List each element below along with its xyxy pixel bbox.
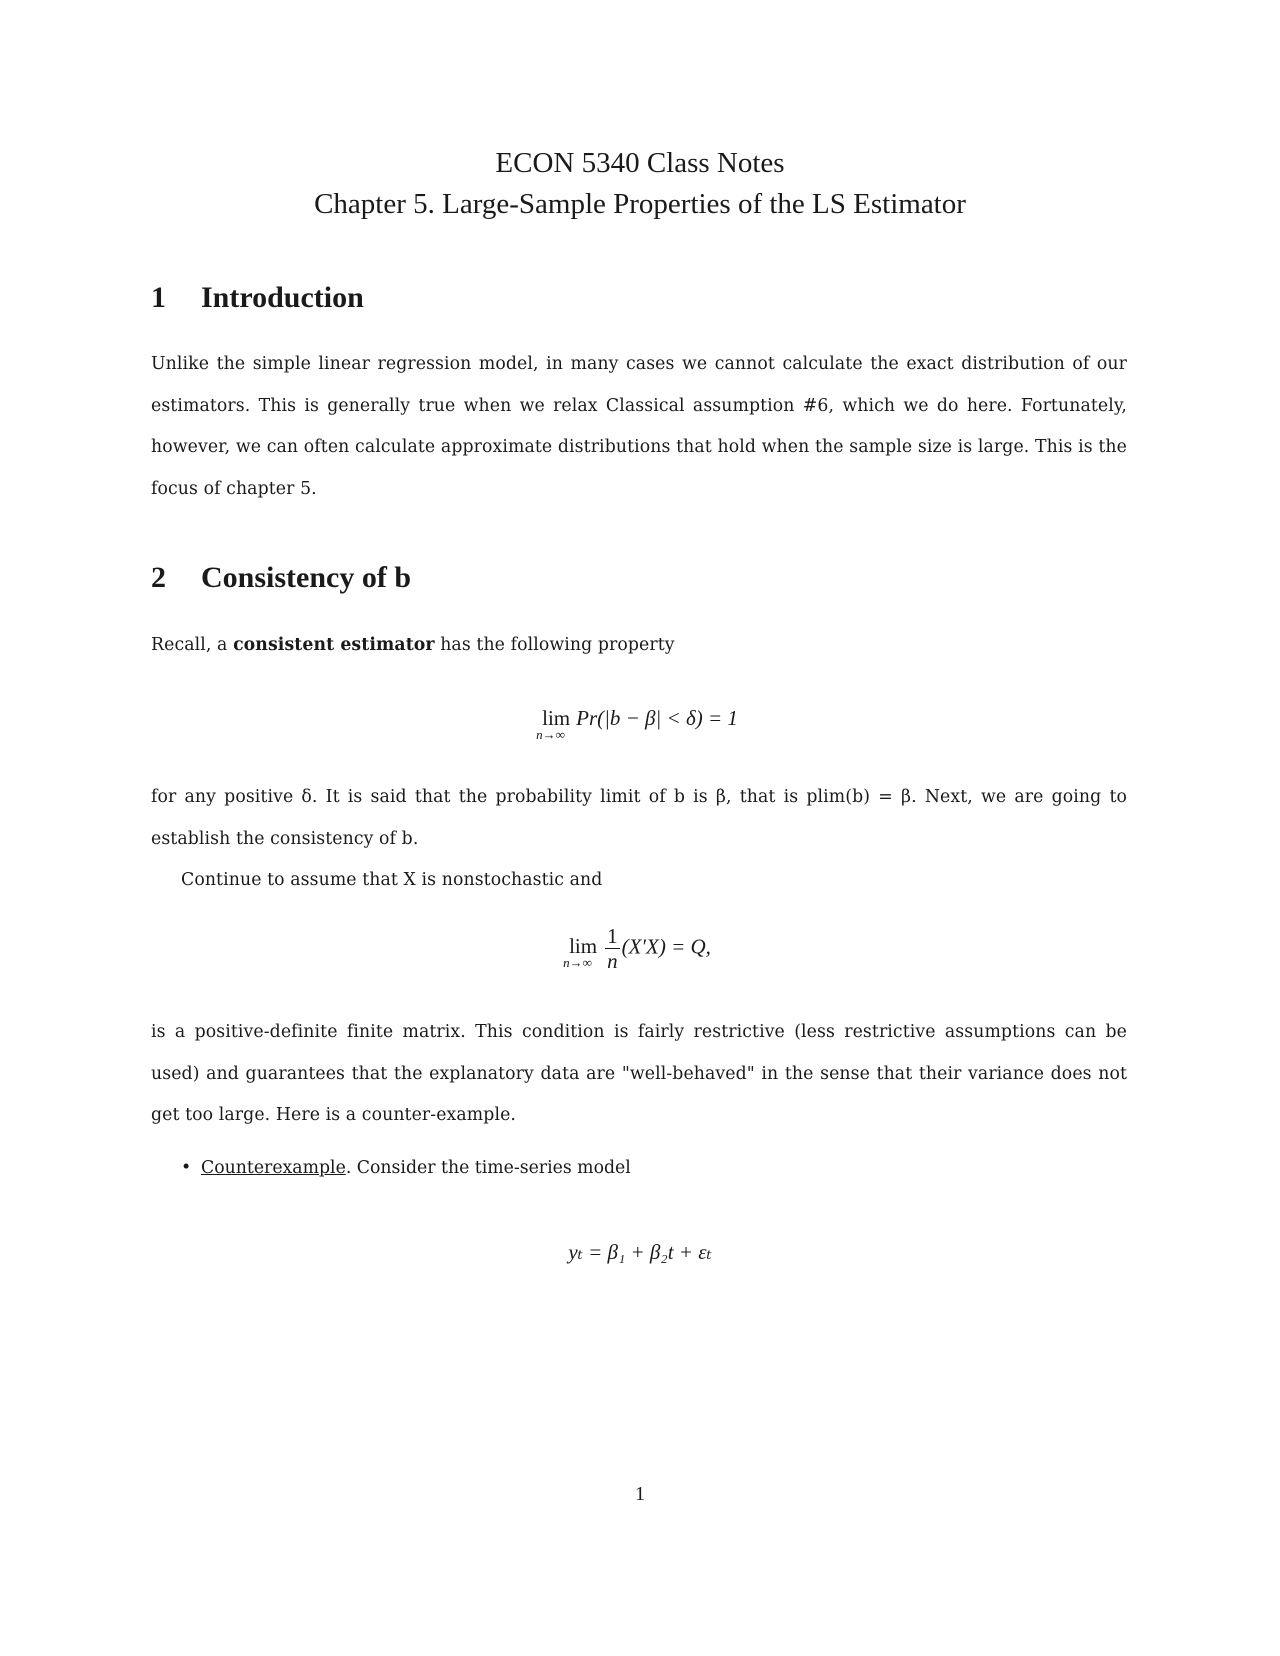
- bullet-item-counterexample: [181, 1158, 631, 1178]
- document-subtitle: Chapter 5. Large-Sample Properties of the LS Estimator: [314, 188, 966, 220]
- equation-body: Pr(|b − β| < δ) = 1: [576, 706, 738, 730]
- condition-paragraph: is a positive-definite finite matrix. This condition is fairly restrictive (less restrictive assumptions can be used) and guarantees that the explanatory data are "well-behaved" in the sense that their variance does not get too large. Here is a counter-example.: [151, 1022, 1127, 1125]
- recall-bold-term: consistent estimator: [233, 635, 435, 655]
- fraction: [605, 924, 620, 973]
- lim-operator: [536, 706, 571, 742]
- plim-paragraph: for any positive δ. It is said that the probability limit of b is β, that is plim(b) = β. Next, we are going to establish the consistency of b.: [151, 787, 1127, 849]
- section-heading-introduction: [151, 281, 364, 315]
- section-heading-consistency: [151, 561, 411, 595]
- lim-subscript: n→∞: [536, 727, 565, 742]
- fraction-denominator: n: [607, 949, 618, 973]
- equation-body: (X′X) = Q,: [621, 934, 711, 959]
- equation-probability-limit: [0, 706, 1280, 742]
- recall-prefix: Recall, a: [151, 635, 234, 655]
- fraction-numerator: 1: [607, 924, 618, 948]
- lim-operator: [563, 934, 598, 971]
- section-number: 2: [151, 561, 166, 594]
- intro-paragraph: Unlike the simple linear regression model, in many cases we cannot calculate the exact distribution of our estimators. This is generally true when we relax Classical assumption #6, which we do here. Fortunately, however, we can often calculate approximate distributions that hold when the sample size is large. This is the focus of chapter 5.: [151, 354, 1127, 499]
- recall-suffix: has the following property: [434, 635, 675, 655]
- bullet-marker: •: [181, 1158, 192, 1178]
- page-number: 1: [635, 1483, 645, 1505]
- bullet-text: . Consider the time-series model: [345, 1158, 631, 1178]
- equation-q-matrix: [0, 924, 1280, 973]
- recall-paragraph: [151, 625, 1127, 667]
- lim-text: lim: [569, 934, 598, 959]
- document-title: ECON 5340 Class Notes: [495, 147, 785, 179]
- equation-time-series-model: yₜ = β₁ + β₂t + εₜ: [568, 1240, 712, 1264]
- lim-text: lim: [542, 706, 571, 730]
- continue-paragraph: Continue to assume that X is nonstochastic and: [181, 870, 603, 890]
- section-title: Introduction: [201, 281, 364, 314]
- counterexample-label: Counterexample: [201, 1158, 346, 1178]
- lim-subscript: n→∞: [563, 955, 592, 971]
- section-number: 1: [151, 281, 166, 314]
- section-title: Consistency of b: [201, 561, 412, 594]
